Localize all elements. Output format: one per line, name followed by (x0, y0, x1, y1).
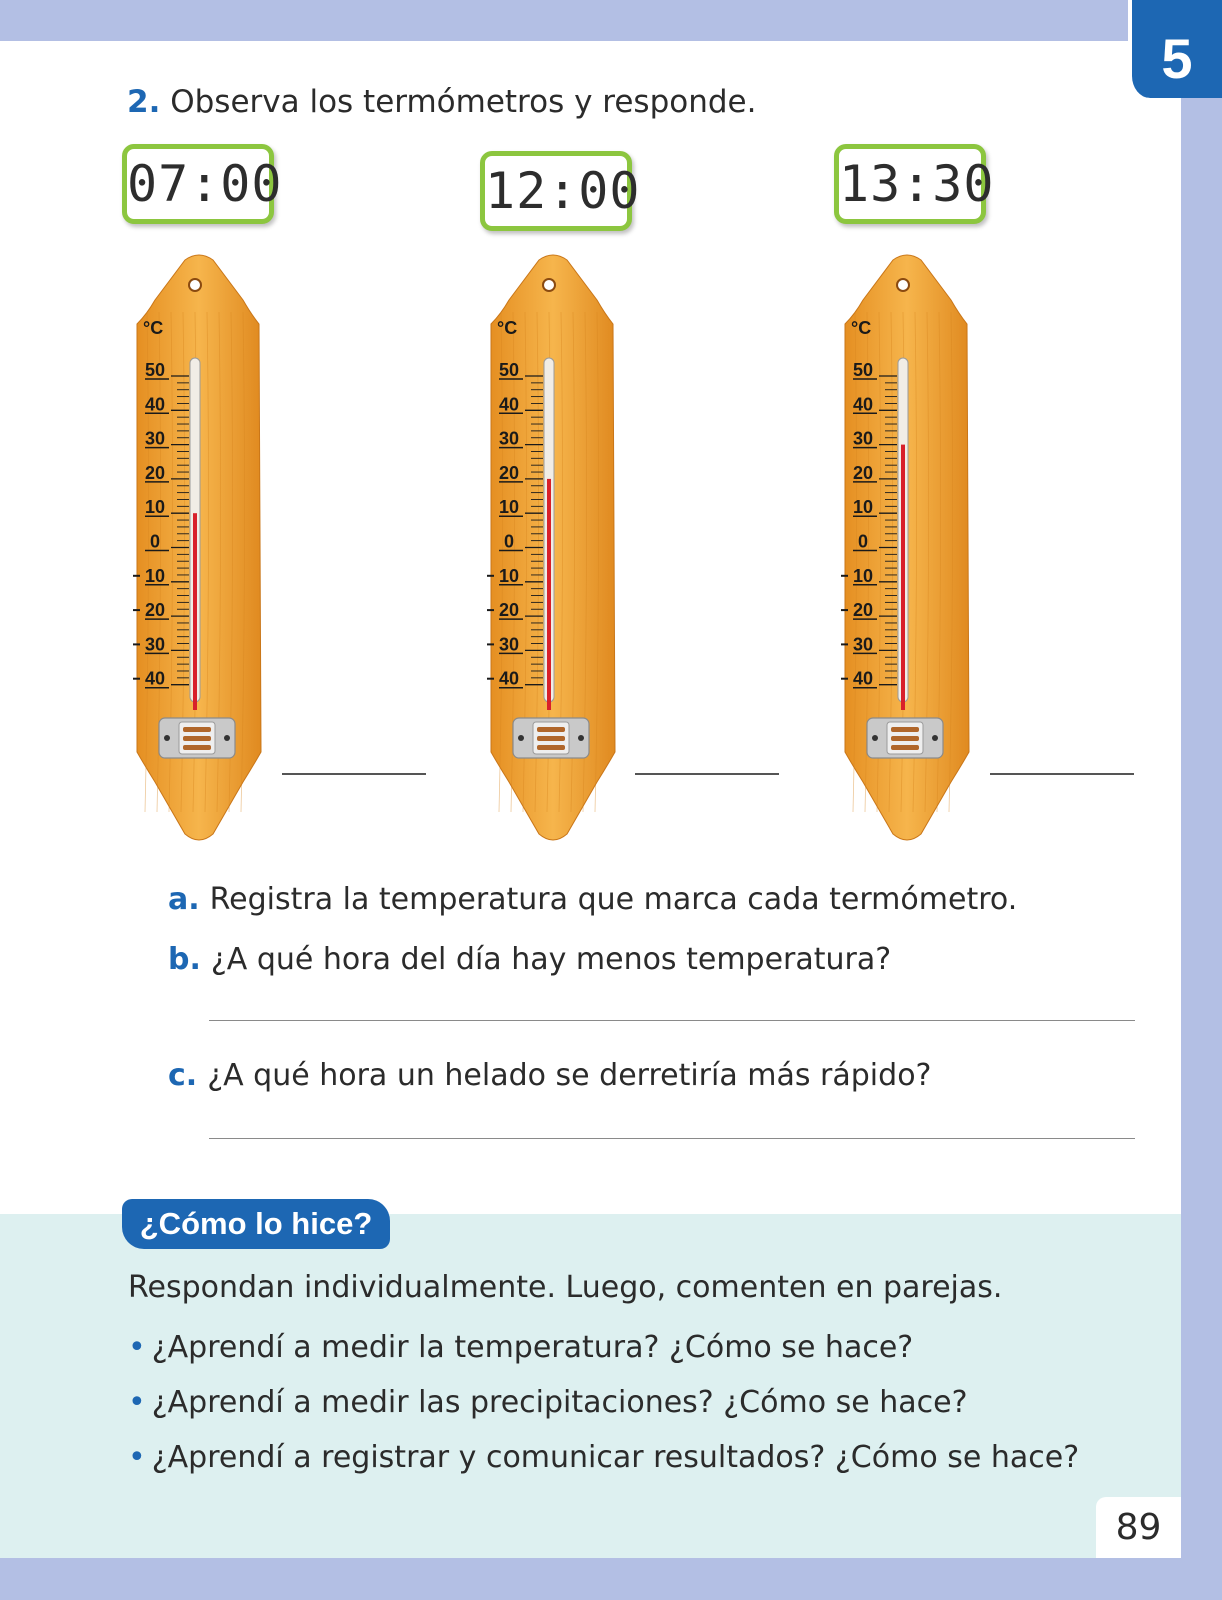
scale-label: 20 (145, 462, 166, 483)
scale-label: 0 (858, 531, 869, 552)
clock-3: 13:30 (834, 144, 986, 224)
item-a-text: Registra la temperatura que marca cada termómetro. (209, 882, 1018, 917)
page-number: 89 (1115, 1507, 1162, 1548)
scale-label: 30 (145, 634, 166, 655)
scale-label: 10 (145, 565, 166, 586)
thermometer-3 (841, 252, 973, 844)
scale-label: 0 (150, 531, 161, 552)
scale-label: 20 (853, 600, 874, 621)
scale-label: 40 (853, 668, 874, 689)
scale-label: 30 (145, 428, 166, 449)
scale-label: 0 (504, 531, 515, 552)
scale-label: 30 (499, 428, 520, 449)
clock-2: 12:00 (480, 151, 632, 231)
scale-label: 40 (853, 394, 874, 415)
scale-label: 50 (145, 360, 166, 380)
bullet-dot: • (128, 1330, 146, 1365)
answer-line-2[interactable] (635, 773, 779, 775)
reflection-bullet-1-text: ¿Aprendí a medir la temperatura? ¿Cómo se hace? (151, 1330, 914, 1365)
reflection-bullet-3 (128, 1440, 1079, 1475)
reflection-title: ¿Cómo lo hice? (122, 1199, 390, 1249)
bottom-band (0, 1558, 1222, 1600)
scale-label: 40 (499, 668, 520, 689)
item-b-text: ¿A qué hora del día hay menos temperatura? (210, 942, 892, 977)
scale-label: 30 (853, 634, 874, 655)
reflection-bullet-1 (128, 1330, 913, 1365)
clock-1: 07:00 (122, 144, 274, 224)
scale-label: 10 (853, 565, 874, 586)
mercury-column (547, 479, 551, 710)
thermometer-svg (133, 252, 265, 844)
scale-label: 20 (499, 462, 520, 483)
question-number: 2. (127, 84, 161, 120)
answer-line-c[interactable] (209, 1138, 1135, 1139)
scale-label: 10 (145, 497, 166, 518)
item-b (168, 942, 891, 977)
item-a-letter: a. (168, 882, 200, 917)
unit-label: °C (143, 318, 164, 338)
scale-label: 20 (145, 600, 166, 621)
answer-line-b[interactable] (209, 1020, 1135, 1021)
scale-label: 20 (853, 462, 874, 483)
unit-label: °C (497, 318, 518, 338)
bullet-dot: • (128, 1440, 146, 1475)
question-title (127, 84, 756, 120)
thermometer-svg (841, 252, 973, 844)
scale-label: 30 (499, 634, 520, 655)
item-c-text: ¿A qué hora un helado se derretiría más rápido? (207, 1058, 932, 1093)
scale-label: 10 (853, 497, 874, 518)
unit-number: 5 (1161, 27, 1193, 90)
right-band (1181, 0, 1222, 1600)
reflection-intro: Respondan individualmente. Luego, comenten en parejas. (128, 1270, 1003, 1305)
mercury-column (901, 445, 905, 710)
item-b-letter: b. (168, 942, 201, 977)
scale-label: 40 (145, 668, 166, 689)
unit-tab (1128, 0, 1222, 98)
answer-line-1[interactable] (282, 773, 426, 775)
item-c (168, 1058, 931, 1093)
scale-label: 10 (499, 565, 520, 586)
reflection-bullet-2 (128, 1385, 968, 1420)
scale-label: 40 (145, 394, 166, 415)
top-band (0, 0, 1222, 41)
unit-label: °C (851, 318, 872, 338)
answer-line-3[interactable] (990, 773, 1134, 775)
thermometer-svg (487, 252, 619, 844)
question-text: Observa los termómetros y responde. (170, 84, 757, 120)
thermometer-2 (487, 252, 619, 844)
bullet-dot: • (128, 1385, 146, 1420)
reflection-bullet-3-text: ¿Aprendí a registrar y comunicar resultados? ¿Cómo se hace? (151, 1440, 1080, 1475)
scale-label: 50 (499, 360, 520, 380)
item-c-letter: c. (168, 1058, 198, 1093)
reflection-bullet-2-text: ¿Aprendí a medir las precipitaciones? ¿Cómo se hace? (151, 1385, 968, 1420)
page-number-tab (1096, 1497, 1181, 1558)
mercury-column (193, 513, 197, 710)
thermometer-1 (133, 252, 265, 844)
scale-label: 40 (499, 394, 520, 415)
scale-label: 50 (853, 360, 874, 380)
scale-label: 20 (499, 600, 520, 621)
item-a (168, 882, 1017, 917)
scale-label: 10 (499, 497, 520, 518)
scale-label: 30 (853, 428, 874, 449)
